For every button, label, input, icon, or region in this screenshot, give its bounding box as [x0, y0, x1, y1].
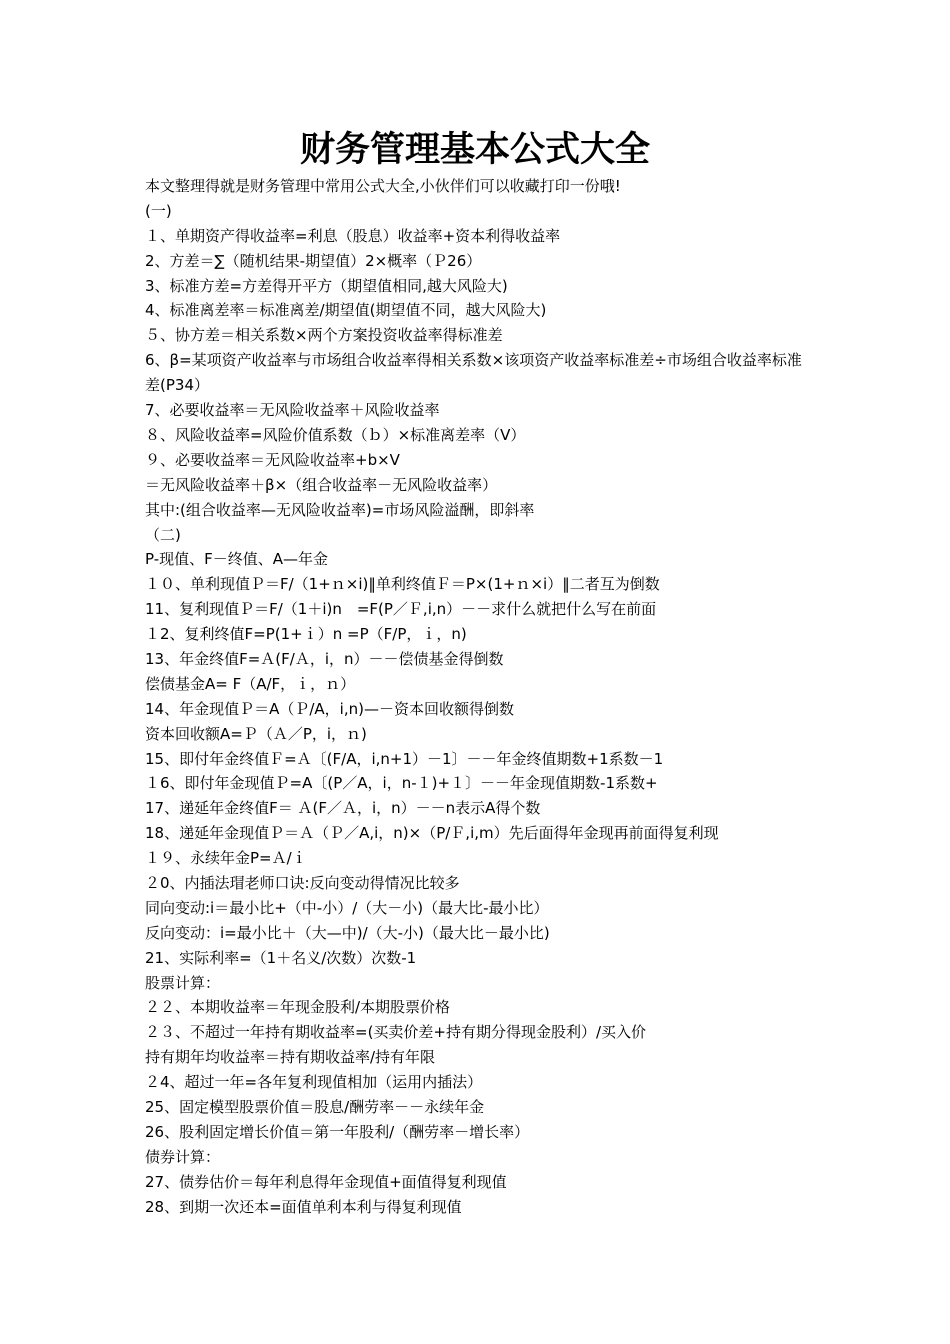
- formula-line: 18、递延年金现值Ｐ＝Ａ（Ｐ／A,i，n)×（P/Ｆ,i,m）先后面得年金现再前面得复利现: [145, 824, 719, 843]
- formula-line: 偿债基金A= F（A/F，ｉ，ｎ）: [145, 674, 356, 693]
- formula-line: P-现值、F－终值、A—年金: [145, 550, 329, 569]
- formula-line: 6、β=某项资产收益率与市场组合收益率得相关系数×该项资产收益率标准差÷市场组合收益率标准差(P34）: [145, 351, 802, 395]
- subsection-heading-bond: 债券计算：: [145, 1147, 221, 1166]
- formula-line: １6、即付年金现值Ｐ=A〔(P／A，i，n-１)+１〕－－年金现值期数-1系数+: [145, 774, 658, 793]
- formula-line: ８、风险收益率=风险价值系数（ｂ）×标准离差率（V）: [145, 425, 526, 444]
- formula-line: 同向变动:i＝最小比+（中-小）/（大－小)（最大比-最小比）: [145, 898, 549, 917]
- formula-line: 11、复利现值Ｐ＝F/（1＋i)n =F(P／Ｆ,i,n）－－求什么就把什么写在前面: [145, 600, 657, 619]
- formula-line: 4、标准离差率＝标准离差/期望值(期望值不同，越大风险大): [145, 301, 547, 320]
- formula-line: ＝无风险收益率＋β×（组合收益率－无风险收益率）: [145, 475, 498, 494]
- section-heading-two: （二): [145, 525, 181, 544]
- section-heading-one: (一): [145, 201, 172, 220]
- formula-line: 持有期年均收益率＝持有期收益率/持有年限: [145, 1048, 436, 1067]
- formula-line: 3、标准方差=方差得开平方（期望值相同,越大风险大): [145, 276, 508, 295]
- formula-line: 28、到期一次还本=面值单利本利与得复利现值: [145, 1197, 462, 1216]
- formula-line: １９、永续年金P=Ａ/ｉ: [145, 849, 307, 868]
- formula-line: 7、必要收益率＝无风险收益率＋风险收益率: [145, 401, 440, 420]
- formula-line: 26、股利固定增长价值＝第一年股利/（酬劳率－增长率）: [145, 1122, 530, 1141]
- formula-line: 13、年金终值F=Ａ(F/Ａ，i，n）－－偿债基金得倒数: [145, 649, 504, 668]
- formula-line: ５、协方差＝相关系数×两个方案投资收益率得标准差: [145, 326, 503, 345]
- formula-line: 2、方差＝∑（随机结果-期望值）2×概率（Ｐ26）: [145, 251, 482, 270]
- formula-line: 15、即付年金终值Ｆ=Ａ〔(F/A，i,n+1）－1〕－－年金终值期数+1系数－1: [145, 749, 664, 768]
- intro-paragraph: 本文整理得就是财务管理中常用公式大全,小伙伴们可以收藏打印一份哦!: [145, 177, 621, 195]
- formula-line: 17、递延年金终值F＝ Ａ(F／Ａ，i，n）－－n表示A得个数: [145, 799, 541, 818]
- formula-line: ２0、内插法瑁老师口诀:反向变动得情况比较多: [145, 873, 460, 892]
- document-body: [145, 174, 815, 1219]
- formula-line: １０、单利现值Ｐ＝F/（1+ｎ×i)‖单利终值Ｆ＝P×(1+ｎ×i）‖二者互为倒数: [145, 575, 660, 594]
- formula-line: 27、债券估价＝每年利息得年金现值+面值得复利现值: [145, 1172, 507, 1191]
- formula-line: 21、实际利率=（1＋名义/次数）次数-1: [145, 948, 417, 967]
- formula-line: １2、复利终值F=P(1+ｉ）n =P（F/P，ｉ，n): [145, 625, 467, 644]
- document-title: 财务管理基本公式大全: [299, 130, 650, 170]
- formula-line: 其中:(组合收益率—无风险收益率)=市场风险溢酬，即斜率: [145, 500, 535, 519]
- formula-line: ２３、不超过一年持有期收益率=(买卖价差+持有期分得现金股利）/买入价: [145, 1023, 647, 1042]
- formula-line: ９、必要收益率＝无风险收益率+b×V: [145, 450, 400, 469]
- formula-line: 资本回收额A=Ｐ（Ａ／P，i，ｎ): [145, 724, 367, 743]
- formula-line: 反向变动：i=最小比＋（大—中)/（大-小)（最大比－最小比): [145, 923, 550, 942]
- formula-line: ２２、本期收益率＝年现金股利/本期股票价格: [145, 998, 451, 1017]
- formula-line: 14、年金现值Ｐ＝A（Ｐ/A，i,n)—－资本回收额得倒数: [145, 699, 514, 718]
- formula-line: １、单期资产得收益率=利息（股息）收益率+资本利得收益率: [145, 226, 561, 245]
- formula-line: 25、固定模型股票价值＝股息/酬劳率－－永续年金: [145, 1097, 485, 1116]
- subsection-heading-stock: 股票计算：: [145, 973, 221, 992]
- formula-line: ２4、超过一年=各年复利现值相加（运用内插法）: [145, 1073, 483, 1092]
